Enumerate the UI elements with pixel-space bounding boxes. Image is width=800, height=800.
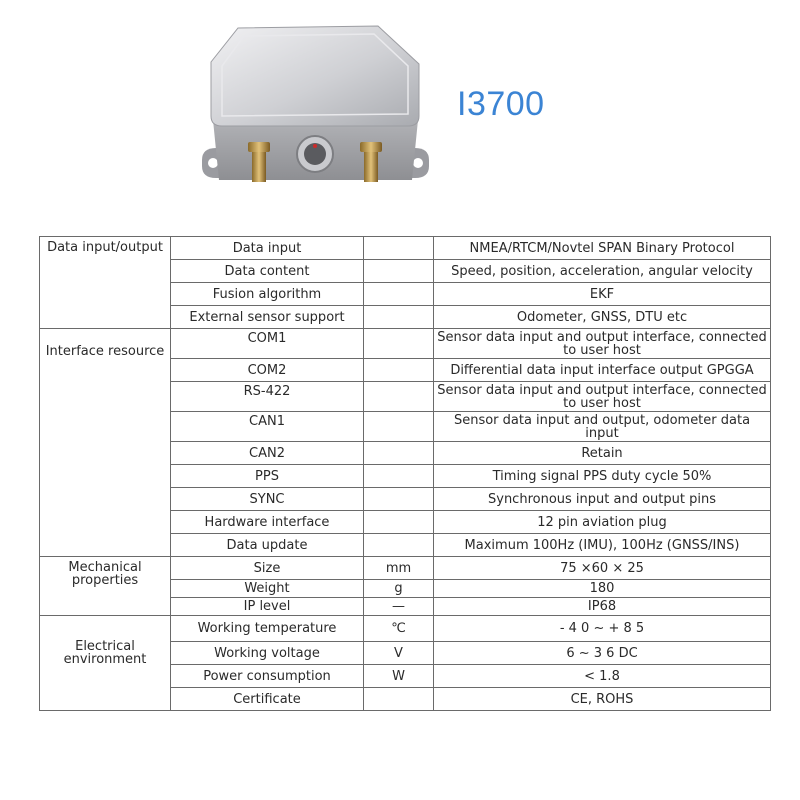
param-cell: Hardware interface: [171, 511, 364, 534]
value-cell: Sensor data input and output interface, connected to user host: [434, 382, 771, 412]
value-cell: Differential data input interface output GPGGA: [434, 359, 771, 382]
param-cell: RS-422: [171, 382, 364, 412]
unit-cell: ℃: [364, 616, 434, 642]
value-cell: NMEA/RTCM/Novtel SPAN Binary Protocol: [434, 237, 771, 260]
value-cell: Synchronous input and output pins: [434, 488, 771, 511]
product-title: I3700: [457, 85, 545, 123]
unit-cell: [364, 488, 434, 511]
unit-cell: [364, 442, 434, 465]
param-cell: Certificate: [171, 688, 364, 711]
unit-cell: [364, 412, 434, 442]
unit-cell: W: [364, 665, 434, 688]
value-cell: Speed, position, acceleration, angular velocity: [434, 260, 771, 283]
unit-cell: [364, 688, 434, 711]
value-cell: Sensor data input and output, odometer data input: [434, 412, 771, 442]
unit-cell: [364, 382, 434, 412]
value-cell: Odometer, GNSS, DTU etc: [434, 306, 771, 329]
table-row: [40, 329, 771, 359]
unit-cell: mm: [364, 557, 434, 580]
value-cell: 75 ×60 × 25: [434, 557, 771, 580]
imu-device-image: [198, 22, 433, 192]
param-cell: Data update: [171, 534, 364, 557]
param-cell: Data content: [171, 260, 364, 283]
product-photo: [198, 22, 433, 192]
table-row: [40, 557, 771, 580]
value-cell: Maximum 100Hz (IMU), 100Hz (GNSS/INS): [434, 534, 771, 557]
unit-cell: [364, 306, 434, 329]
group-label: Interface resource: [40, 329, 171, 557]
param-cell: Weight: [171, 580, 364, 598]
value-cell: Sensor data input and output interface, connected to user host: [434, 329, 771, 359]
group-label: Electrical environment: [40, 616, 171, 711]
unit-cell: [364, 329, 434, 359]
param-cell: COM1: [171, 329, 364, 359]
unit-cell: —: [364, 598, 434, 616]
param-cell: Power consumption: [171, 665, 364, 688]
param-cell: Working voltage: [171, 642, 364, 665]
param-cell: CAN1: [171, 412, 364, 442]
param-cell: External sensor support: [171, 306, 364, 329]
table-row: [40, 237, 771, 260]
value-cell: CE, ROHS: [434, 688, 771, 711]
param-cell: IP level: [171, 598, 364, 616]
unit-cell: V: [364, 642, 434, 665]
value-cell: IP68: [434, 598, 771, 616]
param-cell: Working temperature: [171, 616, 364, 642]
value-cell: Timing signal PPS duty cycle 50%: [434, 465, 771, 488]
param-cell: COM2: [171, 359, 364, 382]
value-cell: EKF: [434, 283, 771, 306]
unit-cell: [364, 359, 434, 382]
unit-cell: [364, 260, 434, 283]
param-cell: SYNC: [171, 488, 364, 511]
unit-cell: [364, 283, 434, 306]
unit-cell: [364, 511, 434, 534]
param-cell: PPS: [171, 465, 364, 488]
value-cell: 180: [434, 580, 771, 598]
param-cell: Data input: [171, 237, 364, 260]
param-cell: CAN2: [171, 442, 364, 465]
param-cell: Size: [171, 557, 364, 580]
value-cell: 12 pin aviation plug: [434, 511, 771, 534]
group-label: Mechanical properties: [40, 557, 171, 616]
param-cell: Fusion algorithm: [171, 283, 364, 306]
unit-cell: [364, 534, 434, 557]
unit-cell: g: [364, 580, 434, 598]
value-cell: Retain: [434, 442, 771, 465]
group-label: Data input/output: [40, 237, 171, 329]
table-row: [40, 616, 771, 642]
unit-cell: [364, 465, 434, 488]
spec-table: [39, 236, 771, 711]
value-cell: - 4 0 ~ + 8 5: [434, 616, 771, 642]
unit-cell: [364, 237, 434, 260]
value-cell: 6 ~ 3 6 DC: [434, 642, 771, 665]
value-cell: < 1.8: [434, 665, 771, 688]
